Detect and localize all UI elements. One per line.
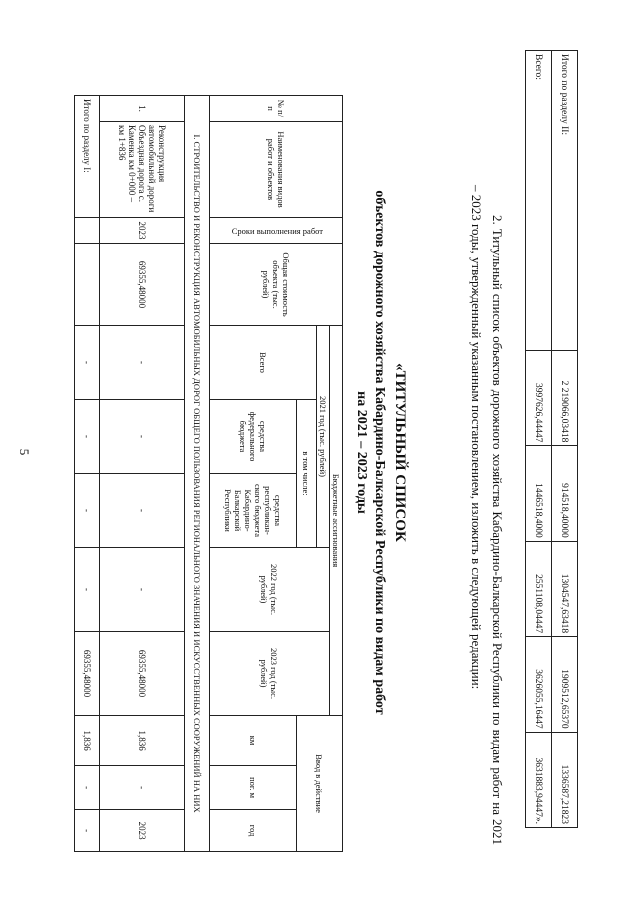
col-header-text: Сроки выполнения работ <box>231 225 323 236</box>
table-cell: - <box>100 766 185 810</box>
summary-cell: 2551108,04447 <box>526 541 552 636</box>
table-cell: Итого по разделу I: <box>75 96 100 218</box>
col-header: Наименования видов работ и объектов <box>210 122 343 218</box>
col-header: Ввод в действие <box>297 716 343 852</box>
section-heading: I. СТРОИТЕЛЬСТВО И РЕКОНСТРУКЦИЯ АВТОМОБИЛЬНЫХ ДОРОГ ОБЩЕГО ПОЛЬЗОВАНИЯ РЕГИОНАЛЬНОГО ЗНАЧЕНИЯ И ИСКУССТВЕННЫХ СООРУЖЕНИЙ НА НИХ <box>185 96 210 852</box>
col-header: 2023 год (тыс. рублей) <box>210 632 330 716</box>
paragraph-2: 2. Титульный список объектов дорожного хозяйства Кабардино-Балкарской Республики по видам работ на 2021 – 2023 годы, утвержденный указанным постановлением, изложить в следующей редакции: <box>469 185 505 845</box>
summary-cell: 2 219066,03418 <box>552 351 578 446</box>
table-cell: 2023 <box>100 218 185 244</box>
table-row <box>185 96 210 852</box>
col-header: средства федерального бюджета <box>210 400 297 474</box>
document-subtitle <box>352 0 388 905</box>
table-cell: - <box>100 548 185 632</box>
table-cell: - <box>100 474 185 548</box>
summary-cell: 3997626,44447 <box>526 351 552 446</box>
col-header: 2021 год (тыс. рублей) <box>317 326 330 548</box>
col-header: Общая стоимость объекта (тыс. рублей) <box>210 244 343 326</box>
table-cell: 2023 <box>100 810 185 852</box>
col-header: год <box>210 810 297 852</box>
table-cell: - <box>100 400 185 474</box>
col-header: Бюджетные ассигнования <box>330 326 343 716</box>
title-list-table <box>74 95 343 852</box>
summary-cell: 1304547,63418 <box>552 541 578 636</box>
table-cell: Реконструкция автомобильной дороги Объездная дорога с. Каменка км 0+000 – км 1+836 <box>100 122 185 218</box>
col-header: средства республикан-ского бюджета Кабардино-Балкарской Республики <box>210 474 297 548</box>
table-cell <box>75 244 100 326</box>
table-cell: 1,836 <box>75 716 100 766</box>
summary-label: Всего: <box>526 51 552 351</box>
table-row <box>330 96 343 852</box>
table-cell: - <box>75 400 100 474</box>
table-cell: - <box>75 474 100 548</box>
col-header: пог. м <box>210 766 297 810</box>
col-header: в том числе: <box>297 400 317 548</box>
summary-label: Итого по разделу II: <box>552 51 578 351</box>
col-header: № п/п <box>210 96 343 122</box>
table-row <box>526 51 552 828</box>
table-cell: - <box>100 326 185 400</box>
table-cell <box>75 218 100 244</box>
table-cell: - <box>75 766 100 810</box>
table-row <box>75 96 100 852</box>
summary-cell: 3631883,94447». <box>526 732 552 827</box>
col-header: Всего <box>210 326 317 400</box>
page-number: 5 <box>17 448 32 456</box>
table-cell: - <box>75 810 100 852</box>
col-header: 2022 год (тыс. рублей) <box>210 548 330 632</box>
summary-cell: 1336587,21823 <box>552 732 578 827</box>
summary-cell: 1446518,4000 <box>526 446 552 541</box>
table-cell: - <box>75 326 100 400</box>
table-row <box>552 51 578 828</box>
table-cell: 69355,48000 <box>100 244 185 326</box>
col-header: км <box>210 716 297 766</box>
col-header <box>210 218 343 244</box>
table-cell: 69355,48000 <box>75 632 100 716</box>
summary-cell: 1909512,65370 <box>552 637 578 732</box>
table-cell: - <box>75 548 100 632</box>
subtitle-line-1: объектов дорожного хозяйства Кабардино-Балкарской Республики по видам работ <box>372 190 387 715</box>
table-row <box>100 96 185 852</box>
summary-cell: 3626055,16447 <box>526 637 552 732</box>
summary-table <box>525 50 578 828</box>
table-cell: 69355,48000 <box>100 632 185 716</box>
summary-cell: 914518,40000 <box>552 446 578 541</box>
table-cell: 1,836 <box>100 716 185 766</box>
document-title: «ТИТУЛЬНЫЙ СПИСОК <box>392 363 408 542</box>
subtitle-line-2: на 2021 – 2023 годы <box>354 391 369 514</box>
table-cell: 1. <box>100 96 185 122</box>
